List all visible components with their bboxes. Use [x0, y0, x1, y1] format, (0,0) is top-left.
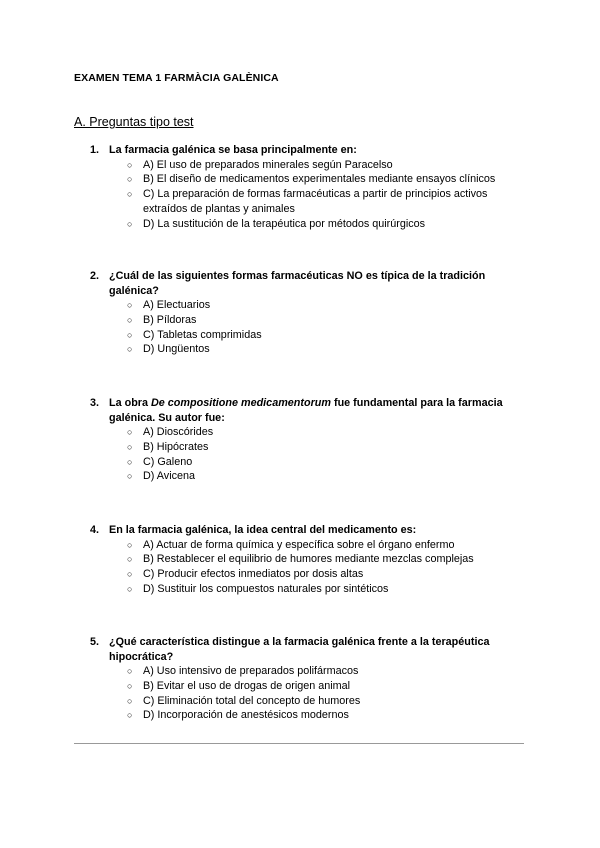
option-d: ○ D) La sustitución de la terapéutica por métodos quirúrgicos — [127, 217, 426, 230]
option-d: ○ D) Ungüentos — [127, 343, 210, 356]
bullet-icon: ○ — [127, 569, 133, 580]
question-text: La farmacia galénica se basa principalmente en: — [109, 144, 357, 156]
option-c: ○ C) La preparación de formas farmacéuticas a partir de principios activos extraídos de plantas y animales — [127, 188, 488, 215]
bullet-icon: ○ — [127, 218, 133, 229]
question-3 — [90, 396, 530, 484]
option-d: ○ D) Avicena — [127, 470, 196, 483]
section-heading: A. Preguntas tipo test — [74, 115, 194, 129]
question-2 — [90, 269, 530, 357]
option-list — [90, 664, 530, 723]
question-text: ¿Cuál de las siguientes formas farmacéuticas NO es típica de la tradición galénica? — [109, 270, 486, 297]
option-list — [90, 298, 530, 357]
option-list — [90, 538, 530, 597]
option-list — [90, 158, 530, 232]
option-d: ○ D) Sustituir los compuestos naturales por sintéticos — [127, 582, 389, 595]
bullet-icon: ○ — [127, 471, 133, 482]
option-b: ○ B) Evitar el uso de drogas de origen animal — [127, 679, 351, 692]
work-title: De compositione medicamentorum — [151, 397, 331, 409]
bullet-icon: ○ — [127, 329, 133, 340]
option-b: ○ B) El diseño de medicamentos experimentales mediante ensayos clínicos — [127, 173, 496, 186]
question-1 — [90, 143, 530, 231]
bullet-icon: ○ — [127, 583, 133, 594]
bullet-icon: ○ — [127, 159, 133, 170]
bullet-icon: ○ — [127, 300, 133, 310]
question-text: ¿Qué característica distingue a la farmacia galénica frente a la terapéutica hipocrática? — [109, 636, 490, 663]
option-a: ○ A) Dioscórides — [127, 426, 214, 438]
option-b: ○ B) Restablecer el equilibrio de humores mediante mezclas complejas — [127, 553, 474, 566]
question-number: 4. — [90, 524, 100, 536]
bullet-icon: ○ — [127, 456, 133, 467]
option-d: ○ D) Incorporación de anestésicos modernos — [127, 709, 349, 722]
bullet-icon: ○ — [127, 695, 133, 706]
question-number: 3. — [90, 397, 100, 409]
option-list — [90, 425, 530, 484]
bullet-icon: ○ — [127, 666, 133, 676]
bullet-icon: ○ — [127, 344, 133, 355]
bullet-icon: ○ — [127, 427, 133, 437]
option-c: ○ C) Eliminación total del concepto de humores — [127, 694, 361, 707]
bullet-icon: ○ — [127, 189, 133, 200]
bullet-icon: ○ — [127, 174, 133, 185]
option-a: ○ A) Uso intensivo de preparados polifármacos — [127, 665, 359, 677]
bullet-icon: ○ — [127, 554, 133, 565]
bullet-icon: ○ — [127, 314, 133, 325]
document-title: EXAMEN TEMA 1 FARMÀCIA GALÈNICA — [74, 72, 279, 84]
option-b: ○ B) Hipócrates — [127, 440, 209, 453]
question-text: La obra De compositione medicamentorum fue fundamental para la farmacia galénica. Su autor fue: — [109, 397, 503, 424]
option-c: ○ C) Tabletas comprimidas — [127, 328, 262, 341]
question-number: 2. — [90, 270, 100, 282]
option-a: ○ A) Actuar de forma química y específica sobre el órgano enfermo — [127, 538, 455, 551]
question-5 — [90, 635, 530, 723]
option-c: ○ C) Producir efectos inmediatos por dosis altas — [127, 568, 364, 581]
question-text: En la farmacia galénica, la idea central del medicamento es: — [109, 524, 417, 536]
horizontal-divider — [74, 743, 524, 744]
option-c: ○ C) Galeno — [127, 455, 193, 468]
question-4 — [90, 523, 530, 597]
bullet-icon: ○ — [127, 710, 133, 721]
bullet-icon: ○ — [127, 441, 133, 452]
bullet-icon: ○ — [127, 680, 133, 691]
option-a: ○ A) Electuarios — [127, 299, 211, 311]
option-a: ○ A) El uso de preparados minerales según Paracelso — [127, 158, 393, 171]
question-number: 1. — [90, 144, 100, 156]
option-b: ○ B) Píldoras — [127, 313, 197, 326]
bullet-icon: ○ — [127, 539, 133, 550]
question-number: 5. — [90, 636, 100, 648]
